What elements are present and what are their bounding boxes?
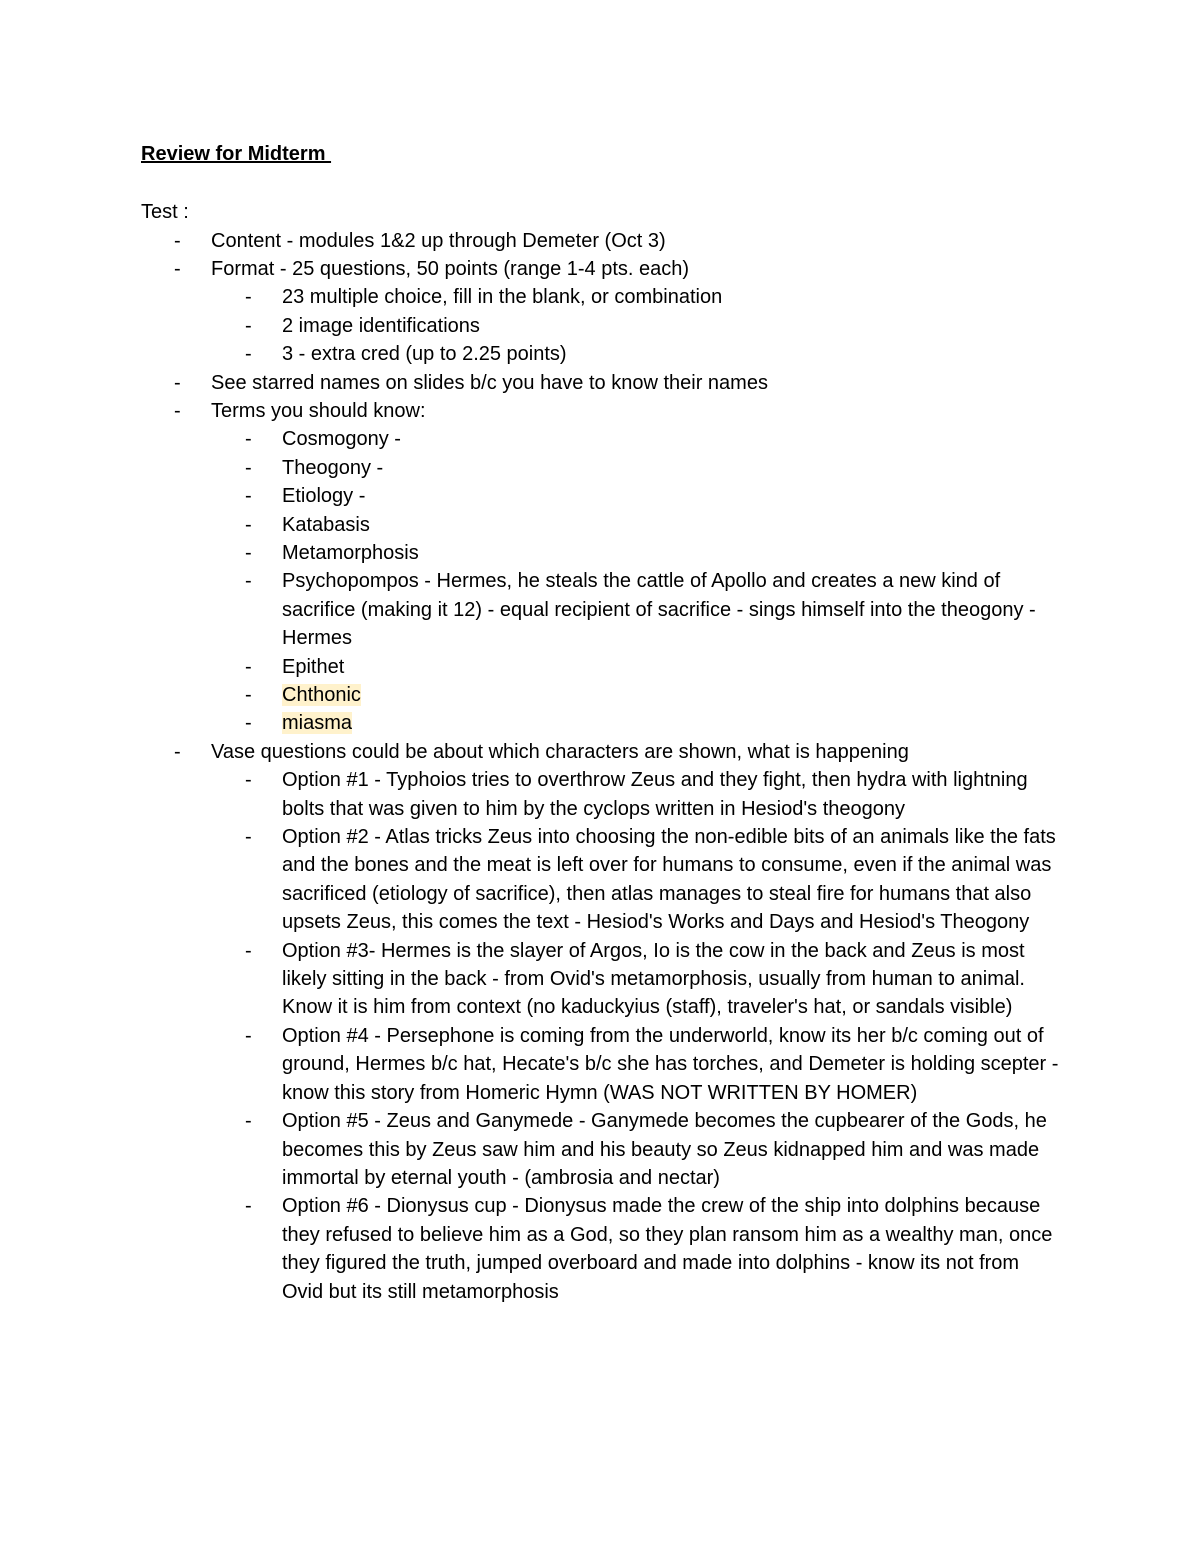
highlighted-term: miasma	[282, 712, 353, 735]
list-item-text: Option #1 - Typhoios tries to overthrow Zeus and they fight, then hydra with lightning bolts that was given to him by the cyclops written in Hesiod's theogony	[282, 769, 1028, 820]
page-title: Review for Midterm	[141, 143, 332, 165]
dash-bullet-icon: -	[245, 485, 252, 508]
list-item-text	[282, 681, 1062, 709]
list-item	[0, 738, 1200, 766]
list-item-text: Epithet	[282, 655, 345, 678]
list-item	[0, 1107, 1200, 1192]
list-item-text: Cosmogony -	[282, 428, 401, 451]
dash-bullet-icon: -	[245, 343, 252, 366]
list-item-text: Theogony -	[282, 456, 384, 479]
list-item	[0, 227, 1200, 255]
list-item-text: Terms you should know:	[211, 399, 426, 422]
dash-bullet-icon: -	[174, 371, 181, 394]
list-item	[0, 766, 1200, 823]
dash-bullet-icon: -	[174, 399, 181, 422]
list-item	[0, 255, 1200, 283]
list-item-text: Option #2 - Atlas tricks Zeus into choosing the non-edible bits of an animals like the fats and the bones and the meat is left over for humans to consume, even if the animal was sacrificed (etiology of sacrifice), then atlas manages to steal fire for humans that also upsets Zeus, this comes the text - Hesiod's Works and Days and Hesiod's Theogony	[282, 826, 1056, 934]
list-item	[0, 340, 1200, 368]
list-item-text: Option #6 - Dionysus cup - Dionysus made the crew of the ship into dolphins because they refused to believe him as a God, so they plan ransom him as a wealthy man, once they figured the truth, jumped overboard and made into dolphins - know its not from Ovid but its still metamorphosis	[282, 1195, 1053, 1303]
list-item-text: Content - modules 1&2 up through Demeter (Oct 3)	[211, 229, 666, 252]
list-item-text: 3 - extra cred (up to 2.25 points)	[282, 343, 567, 366]
list-item	[0, 567, 1200, 652]
list-item	[0, 709, 1200, 737]
dash-bullet-icon: -	[245, 1195, 252, 1218]
dash-bullet-icon: -	[245, 684, 252, 706]
list-item	[0, 937, 1200, 1022]
list-item	[0, 312, 1200, 340]
dash-bullet-icon: -	[174, 229, 181, 252]
list-item	[0, 482, 1200, 510]
list-item-text: See starred names on slides b/c you have to know their names	[211, 371, 768, 394]
dash-bullet-icon: -	[245, 712, 252, 735]
dash-bullet-icon: -	[174, 257, 181, 280]
dash-bullet-icon: -	[245, 1024, 252, 1047]
dash-bullet-icon: -	[245, 1110, 252, 1133]
dash-bullet-icon: -	[245, 456, 252, 479]
dash-bullet-icon: -	[245, 826, 252, 849]
highlighted-term: Chthonic	[282, 684, 361, 706]
list-item-text: 23 multiple choice, fill in the blank, or combination	[282, 286, 723, 309]
dash-bullet-icon: -	[245, 541, 252, 564]
list-item	[0, 369, 1200, 397]
list-item	[0, 823, 1200, 937]
list-item	[0, 397, 1200, 425]
dash-bullet-icon: -	[245, 570, 252, 593]
dash-bullet-icon: -	[245, 655, 252, 678]
list-item-text: 2 image identifications	[282, 314, 480, 337]
list-item	[0, 454, 1200, 482]
dash-bullet-icon: -	[245, 939, 252, 962]
dash-bullet-icon: -	[245, 286, 252, 309]
dash-bullet-icon: -	[245, 428, 252, 451]
list-item-text: Vase questions could be about which characters are shown, what is happening	[211, 740, 909, 763]
bullet-list	[0, 227, 1200, 1306]
list-item	[0, 681, 1200, 709]
list-item	[0, 425, 1200, 453]
list-item	[0, 1192, 1200, 1306]
dash-bullet-icon: -	[245, 513, 252, 536]
dash-bullet-icon: -	[245, 314, 252, 337]
list-item	[0, 283, 1200, 311]
test-heading: Test :	[141, 201, 189, 223]
list-item	[0, 511, 1200, 539]
list-item-text	[282, 709, 1062, 737]
list-item-text: Option #5 - Zeus and Ganymede - Ganymede becomes the cupbearer of the Gods, he becomes this by Zeus saw him and his beauty so Zeus kidnapped him and was made immortal by eternal youth - (ambrosia and nectar)	[282, 1110, 1047, 1189]
list-item-text: Format - 25 questions, 50 points (range 1-4 pts. each)	[211, 257, 690, 280]
list-item-text: Metamorphosis	[282, 541, 419, 564]
dash-bullet-icon: -	[174, 740, 181, 763]
list-item-text: Katabasis	[282, 513, 370, 536]
list-item	[0, 1022, 1200, 1107]
list-item-text: Etiology -	[282, 485, 366, 508]
list-item	[0, 539, 1200, 567]
dash-bullet-icon: -	[245, 769, 252, 792]
list-item-text: Psychopompos - Hermes, he steals the cattle of Apollo and creates a new kind of sacrifice (making it 12) - equal recipient of sacrifice - sings himself into the theogony - Hermes	[282, 570, 1036, 650]
list-item	[0, 653, 1200, 681]
list-item-text: Option #4 - Persephone is coming from the underworld, know its her b/c coming out of ground, Hermes b/c hat, Hecate's b/c she has torches, and Demeter is holding scepter - know this story from Homeric Hymn (WAS NOT WRITTEN BY HOMER)	[282, 1024, 1059, 1104]
list-item-text: Option #3- Hermes is the slayer of Argos, Io is the cow in the back and Zeus is most likely sitting in the back - from Ovid's metamorphosis, usually from human to animal. Know it is him from context (no kaduckyius (staff), traveler's hat, or sandals visible)	[282, 939, 1025, 1019]
